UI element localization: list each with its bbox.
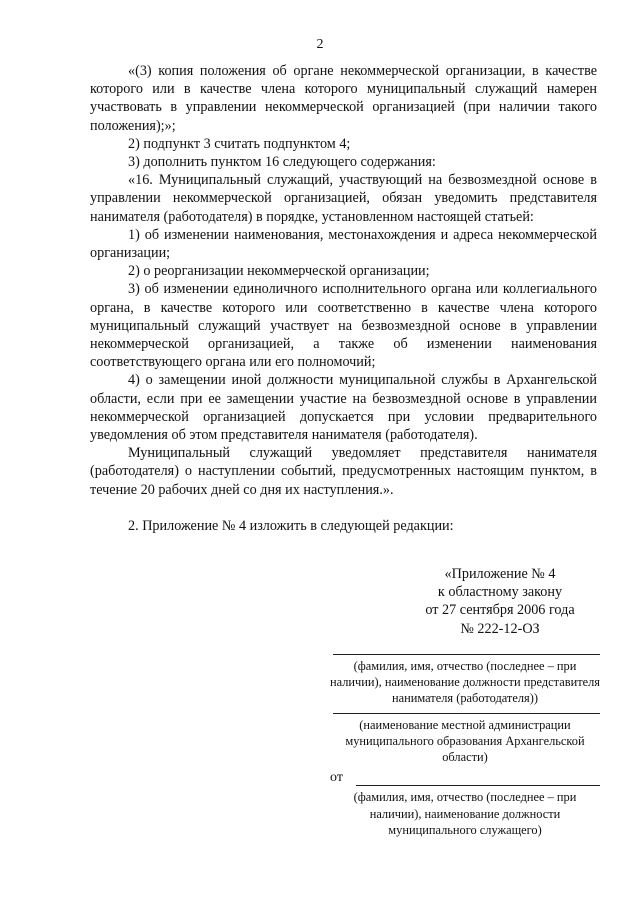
- recipient-caption: (фамилия, имя, отчество (последнее – при наличии), наименование должности представителя нанимателя (работодателя)): [330, 659, 601, 706]
- document-body: [90, 62, 597, 535]
- appendix-law: к областному закону: [437, 584, 563, 601]
- paragraph: 3) дополнить пунктом 16 следующего содержания:: [128, 154, 436, 171]
- sender-caption: (фамилия, имя, отчество (последнее – при наличии), наименование должности муниципального служащего): [353, 790, 577, 837]
- paragraph: «16. Муниципальный служащий, участвующий на безвозмездной основе в управлении некоммерческой организацией, обязан уведомить представителя нанимателя (работодателя) в порядке, установленном настоящей статьей:: [90, 172, 597, 225]
- paragraph: 1) об изменении наименования, местонахождения и адреса некоммерческой организации;: [90, 226, 597, 262]
- page-number: 2: [316, 37, 324, 52]
- paragraph: «(3) копия положения об органе некоммерческой организации, в качестве которого или в качестве члена которого муниципальный служащий намерен участвовать в управлении некоммерческой организацией (при наличии такого положения);»;: [90, 63, 597, 134]
- administration-line: [333, 713, 600, 714]
- from-label: от: [330, 770, 343, 786]
- paragraph: Муниципальный служащий уведомляет представителя нанимателя (работодателя) о наступлении событий, предусмотренных настоящим пунктом, в течение 20 рабочих дней со дня их наступления.».: [90, 445, 597, 498]
- spacer: [90, 499, 597, 517]
- from-row: [330, 770, 600, 786]
- appendix-title: «Приложение № 4: [444, 566, 556, 582]
- paragraph: 4) о замещении иной должности муниципальной службы в Архангельской области, если при ее замещении участие на безвозмездной основе в управлении некоммерческой организацией допускается при условии предварительного уведомления об этом представителя нанимателя (работодателя).: [90, 372, 597, 444]
- paragraph: 3) об изменении единоличного исполнительного органа или коллегиального органа, в качестве которого или соответственно в качестве члена которого муниципальный служащий участвует на безвозмездной основе в управлении некоммерческой организацией, а также об изменении наименования соответствующего органа или его полномочий;: [90, 281, 597, 371]
- notification-form-header: [330, 654, 600, 838]
- appendix-header: [400, 565, 600, 638]
- paragraph: 2) подпункт 3 считать подпунктом 4;: [128, 135, 351, 152]
- recipient-line: [333, 654, 600, 655]
- administration-caption: (наименование местной администрации муниципального образования Архангельской области): [345, 717, 585, 765]
- appendix-date: от 27 сентября 2006 года: [425, 602, 575, 619]
- appendix-number: № 222-12-ОЗ: [460, 620, 540, 637]
- paragraph: 2) о реорганизации некоммерческой организации;: [128, 263, 430, 280]
- paragraph: 2. Приложение № 4 изложить в следующей редакции:: [128, 517, 454, 534]
- from-line: [356, 771, 600, 786]
